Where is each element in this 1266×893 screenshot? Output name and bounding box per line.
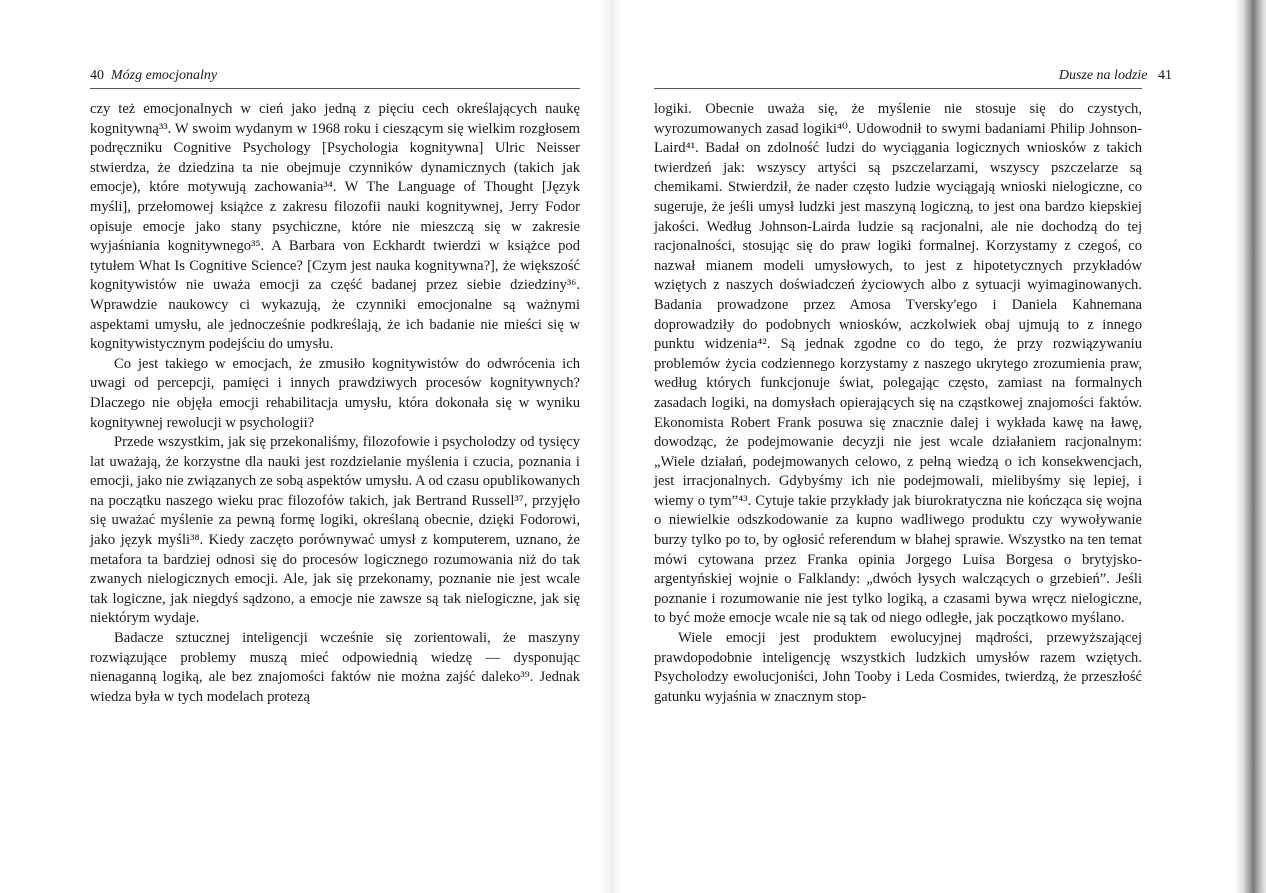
left-running-head (90, 68, 578, 86)
paragraph: Badacze sztucznej inteligencji wcześnie się zorientowali, że maszyny rozwiązujące problemy muszą mieć odpowiednią wiedzę — dysponując nienaganną logiką, ale bez znajomości faktów nie można zajść daleko³⁹. Jednak wiedza była w tych modelach protezą (90, 630, 580, 705)
paragraph: logiki. Obecnie uważa się, że myślenie nie stosuje się do czystych, wyrozumowanych zasad logiki⁴⁰. Udowodnił to swymi badaniami Philip Johnson-Laird⁴¹. Badał on zdolność ludzi do wyciągania logicznych wniosków z takich twierdzeń jak: wszyscy artyści są pszczelarzami, wszyscy pszczelarze są chemikami. Stwierdził, że nader często ludzie wyciągają wnioski nielogiczne, co sugeruje, że jeśli umysł ludzki jest maszyną logiczną, to jest ona bardzo kiepskiej jakości. Według Johnson-Lairda ludzie są racjonalni, ale nie dochodzą do tej racjonalności, stosując się do praw logiki formalnej. Korzystamy z czegoś, co nazwał mianem modeli umysłowych, to jest z hipotetycznych przykładów wziętych z naszych doświadczeń życiowych albo z sytuacji wyimaginowanych. Badania prowadzone przez Amosa Tversky'ego i Daniela Kahnemana doprowadziły do podobnych wniosków, aczkolwiek obaj ujmują to z innego punktu widzenia⁴². Są jednak zgodne co do tego, że przy rozwiązywaniu problemów życia codziennego korzystamy z naszego ukrytego zrozumienia praw, według których funkcjonuje świat, polegając często, zamiast na formalnych zasadach logiki, na domysłach opierających się na cząstkowej znajomości faktów. Ekonomista Robert Frank posuwa się znacznie dalej i wykłada kawę na ławę, dowodząc, że podejmowanie decyzji nie jest wcale działaniem racjonalnym: „Wiele działań, podejmowanych celowo, z pełną wiedzą o ich konsekwencjach, jest irracjonalnych. Gdybyśmy ich nie podejmowali, mielibyśmy się lepiej, i wiemy o tym”⁴³. Cytuje takie przykłady jak biurokratyczna nie kończąca się wojna o niewielkie odszkodowanie za kupno wadliwego produktu czy wywoływanie burzy tylko po to, by ogłosić referendum w błahej sprawie. Wszystko na ten temat mówi cytowana przez Franka opinia Jorgego Luisa Borgesa o brytyjsko-argentyńskiej wojnie o Falklandy: „dwóch łysych walczących o grzebień”. Jeśli poznanie i rozumowanie nie jest tylko logiką, a czasami bywa wręcz nielogiczne, to być może emocje wcale nie są tak od niego odległe, jak początkowo myślano. (654, 101, 1142, 627)
right-text-column (654, 100, 1142, 707)
paragraph: czy też emocjonalnych w cień jako jedną z pięciu cech określających naukę kognitywną³³. W swoim wydanym w 1968 roku i cieszącym się wielkim rozgłosem podręczniku Cognitive Psychology [Psychologia kognitywna] Ulric Neisser stwierdza, że dziedzina ta nie obejmuje czynników dynamicznych (takich jak emocje), które motywują zachowania³⁴. W The Language of Thought [Język myśli], przełomowej książce z zakresu filozofii nauki kognitywnej, Jerry Fodor opisuje emocje jako stany psychiczne, które nie mieszczą się w zakresie wyjaśniania kognitywnego³⁵. A Barbara von Eckhardt twierdzi w książce pod tytułem What Is Cognitive Science? [Czym jest nauka kognitywna?], że większość kognitywistów nie uważa emocji za część badanej przez siebie dziedziny³⁶. Wprawdzie naukowcy ci wykazują, że czynniki emocjonalne są ważnymi aspektami umysłu, ale jednocześnie podkreślają, że ich badanie nie mieści się w kognitywistycznym podejściu do umysłu. (90, 101, 580, 353)
paragraph: Co jest takiego w emocjach, że zmusiło kognitywistów do odwrócenia ich uwagi od percepcji, pamięci i innych prawdziwych procesów kognitywnych? Dlaczego nie objęła emocji rehabilitacja umysłu, która dokonała się w wyniku kognitywnej rewolucji w psychologii? (90, 355, 580, 431)
paragraph: Przede wszystkim, jak się przekonaliśmy, filozofowie i psycholodzy od tysięcy lat uważają, że korzystne dla nauki jest rozdzielanie myślenia i czucia, poznania i emocji, jako nie związanych ze sobą aspektów umysłu. A od czasu opublikowanych na początku naszego wieku prac filozofów takich, jak Bertrand Russell³⁷, przyjęło się uważać myślenie za pewną formę logiki, określaną obecnie, dzięki Fodorowi, jako język myśli³⁸. Kiedy zaczęto porównywać umysł z komputerem, uznano, że metafora ta bardziej odnosi się do procesów logicznego rozumowania niż do tak zwanych nielogicznych emocji. Ale, jak się przekonamy, poznanie nie jest wcale tak logiczne, jak niegdyś sądzono, a emocje nie zawsze są tak nielogiczne, jak się niektórym wydaje. (90, 434, 580, 627)
paragraph: Wiele emocji jest produktem ewolucyjnej mądrości, przewyższającej prawdopodobnie inteligencję wszystkich ludzkich umysłów razem wziętych. Psycholodzy ewolucjoniści, John Tooby i Leda Cosmides, twierdzą, że przeszłość gatunku wyjaśnia w znacznym stop- (654, 630, 1142, 705)
left-text-column (90, 100, 580, 707)
right-header-rule (654, 88, 1142, 89)
right-running-title: Dusze na lodzie (1058, 68, 1148, 83)
left-running-title: Mózg emocjonalny (111, 68, 218, 83)
left-header-rule (90, 88, 580, 89)
right-running-head (692, 68, 1172, 86)
left-page-number: 40 (90, 68, 104, 83)
right-page-number: 41 (1158, 68, 1172, 83)
